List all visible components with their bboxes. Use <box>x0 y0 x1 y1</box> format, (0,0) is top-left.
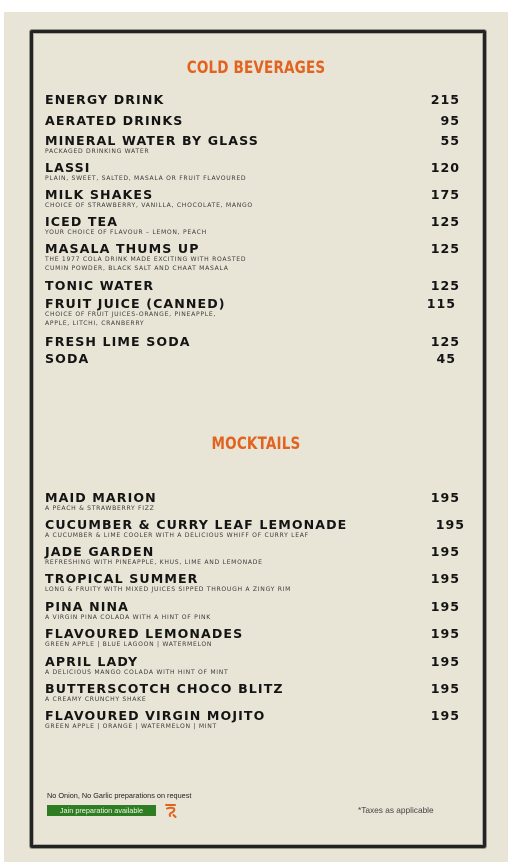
menu-item-description: A DELICIOUS MANGO COLADA WITH HINT OF MINT <box>45 669 229 676</box>
menu-item-price: 95 <box>440 113 460 128</box>
menu-item-description: THE 1977 COLA DRINK MADE EXCITING WITH ROASTED CUMIN POWDER, BLACK SALT AND CHAAT MASALA <box>45 256 247 272</box>
menu-item-price: 195 <box>430 490 460 505</box>
menu-item-description: CHOICE OF FRUIT JUICES-ORANGE, PINEAPPLE, APPLE, LITCHI, CRANBERRY <box>45 311 217 327</box>
menu-item <box>45 334 465 349</box>
menu-item <box>45 517 465 541</box>
menu-item <box>45 113 465 128</box>
menu-item-price: 125 <box>430 241 460 256</box>
menu-item <box>45 351 465 366</box>
menu-item <box>45 187 465 211</box>
menu-item-price: 195 <box>430 626 460 641</box>
menu-item-price: 195 <box>430 571 460 586</box>
menu-item-price: 120 <box>430 160 460 175</box>
menu-item-description: A VIRGIN PINA COLADA WITH A HINT OF PINK <box>45 614 211 621</box>
menu-item-price: 45 <box>436 351 456 366</box>
menu-item <box>45 626 465 650</box>
menu-item-price: 195 <box>435 517 465 532</box>
menu-item <box>45 571 465 595</box>
menu-item-name: LASSI <box>45 160 91 175</box>
menu-item-name: FRESH LIME SODA <box>45 334 191 349</box>
jain-preparation-badge: Jain preparation available <box>47 805 156 816</box>
menu-item-price: 55 <box>440 133 460 148</box>
taxes-note: *Taxes as applicable <box>358 805 434 815</box>
menu-item-price: 195 <box>430 599 460 614</box>
menu-item-price: 175 <box>430 187 460 202</box>
menu-item <box>45 241 465 274</box>
menu-item-description: CHOICE OF STRAWBERRY, VANILLA, CHOCOLATE, MANGO <box>45 202 253 209</box>
menu-item-price: 215 <box>430 92 460 107</box>
menu-item-price: 125 <box>430 334 460 349</box>
section-title-mocktails: MOCKTAILS <box>211 434 301 453</box>
menu-item-name: FLAVOURED LEMONADES <box>45 626 244 641</box>
menu-item <box>45 490 465 514</box>
menu-item-description: GREEN APPLE | ORANGE | WATERMELON | MINT <box>45 723 217 730</box>
menu-item-description: A PEACH & STRAWBERRY FIZZ <box>45 505 155 512</box>
menu-item <box>45 599 465 623</box>
no-onion-garlic-note: No Onion, No Garlic preparations on request <box>47 791 192 800</box>
menu-item-description: LONG & FRUITY WITH MIXED JUICES SIPPED THROUGH A ZINGY RIM <box>45 586 292 593</box>
menu-item <box>45 278 465 293</box>
menu-item <box>45 296 465 329</box>
menu-item <box>45 681 465 705</box>
menu-item-price: 195 <box>430 708 460 723</box>
menu-item-name: TROPICAL SUMMER <box>45 571 199 586</box>
menu-item-price: 195 <box>430 681 460 696</box>
menu-item-name: TONIC WATER <box>45 278 155 293</box>
menu-item-price: 115 <box>426 296 456 311</box>
menu-item-name: ENERGY DRINK <box>45 92 165 107</box>
menu-item-name: AERATED DRINKS <box>45 113 184 128</box>
menu-item-name: ICED TEA <box>45 214 119 229</box>
menu-item-name: MAID MARION <box>45 490 157 505</box>
menu-item-name: MINERAL WATER BY GLASS <box>45 133 259 148</box>
menu-item-name: BUTTERSCOTCH CHOCO BLITZ <box>45 681 284 696</box>
menu-item-description: A CUCUMBER & LIME COOLER WITH A DELICIOUS WHIFF OF CURRY LEAF <box>45 532 309 539</box>
menu-item-price: 195 <box>430 654 460 669</box>
menu-item-name: MASALA THUMS UP <box>45 241 200 256</box>
menu-item-description: PACKAGED DRINKING WATER <box>45 148 150 155</box>
menu-item <box>45 92 465 107</box>
menu-item <box>45 133 465 157</box>
menu-item-description: A CREAMY CRUNCHY SHAKE <box>45 696 147 703</box>
menu-item <box>45 160 465 184</box>
menu-item-price: 195 <box>430 544 460 559</box>
menu-item-price: 125 <box>430 278 460 293</box>
menu-item-name: CUCUMBER & CURRY LEAF LEMONADE <box>45 517 348 532</box>
menu-item <box>45 214 465 238</box>
section-title-cold-beverages: COLD BEVERAGES <box>186 58 326 77</box>
menu-item-name: PINA NINA <box>45 599 129 614</box>
menu-item-name: FLAVOURED VIRGIN MOJITO <box>45 708 266 723</box>
menu-item-description: REFRESHING WITH PINEAPPLE, KHUS, LIME AND LEMONADE <box>45 559 263 566</box>
menu-item-description: PLAIN, SWEET, SALTED, MASALA OR FRUIT FLAVOURED <box>45 175 247 182</box>
menu-item-description: GREEN APPLE | BLUE LAGOON | WATERMELON <box>45 641 213 648</box>
jain-symbol-icon <box>164 803 178 818</box>
menu-item <box>45 544 465 568</box>
menu-item-name: MILK SHAKES <box>45 187 154 202</box>
menu-item-name: JADE GARDEN <box>45 544 155 559</box>
menu-item <box>45 708 465 732</box>
menu-item-description: YOUR CHOICE OF FLAVOUR – LEMON, PEACH <box>45 229 207 236</box>
menu-item <box>45 654 465 678</box>
menu-item-name: APRIL LADY <box>45 654 139 669</box>
menu-item-name: SODA <box>45 351 90 366</box>
menu-item-price: 125 <box>430 214 460 229</box>
menu-item-name: FRUIT JUICE (CANNED) <box>45 296 226 311</box>
